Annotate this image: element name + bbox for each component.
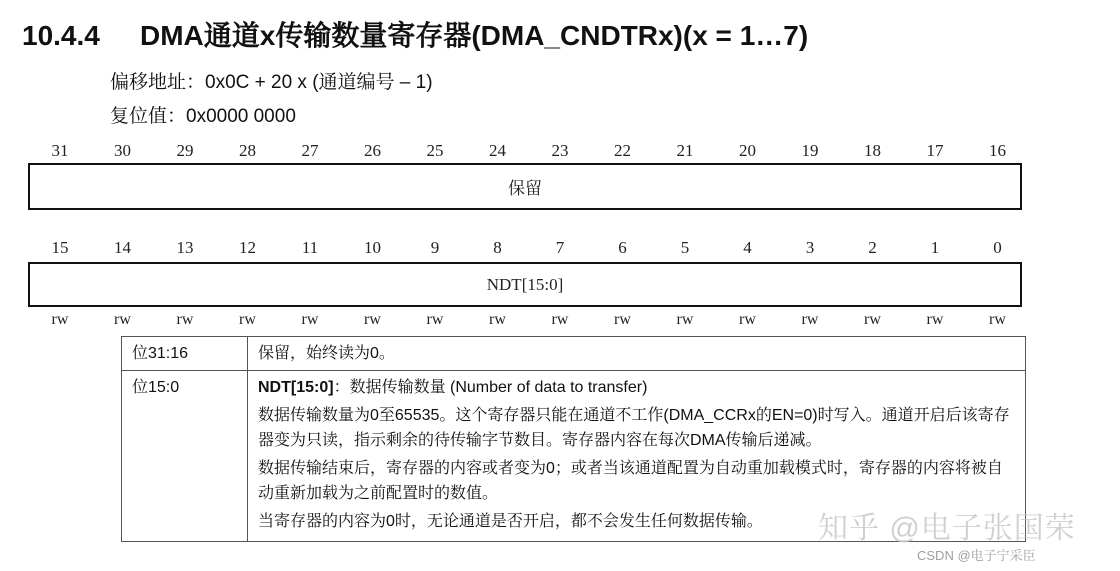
bit-number: 14 — [114, 238, 131, 257]
bit-number: 18 — [864, 141, 881, 160]
bit-number: 5 — [680, 238, 690, 257]
bit-number: 28 — [239, 141, 256, 160]
access-type: rw — [739, 311, 756, 328]
access-type: rw — [489, 311, 506, 328]
reserved-field — [28, 163, 1022, 210]
access-type: rw — [114, 311, 131, 328]
field-heading — [258, 375, 1015, 400]
bit-number: 22 — [614, 141, 631, 160]
bit-number: 31 — [51, 141, 69, 160]
access-type: rw — [989, 311, 1006, 328]
low-bit-numbers — [28, 238, 1024, 260]
bit-number: 30 — [114, 141, 131, 160]
bit-number: 23 — [551, 141, 569, 160]
bit-number: 27 — [301, 141, 319, 160]
access-type: rw — [51, 311, 69, 328]
zhihu-watermark: 知乎 @电子张国荣 — [818, 512, 1076, 545]
access-type: rw — [301, 311, 319, 328]
bit-range-cell: 位15:0 — [122, 371, 248, 542]
ndt-field-label: NDT[15:0] — [486, 274, 564, 294]
bit-number: 26 — [364, 141, 381, 160]
description-paragraph: 数据传输结束后，寄存器的内容或者变为0；或者当该通道配置为自动重加载模式时，寄存器的内容将被自动重新加载为之前配置时的数值。 — [258, 460, 1003, 502]
bit-number: 21 — [676, 141, 694, 160]
section-number: 10.4.4 — [22, 20, 100, 51]
access-type: rw — [676, 311, 694, 328]
access-type: rw — [926, 311, 944, 328]
access-type: rw — [239, 311, 256, 328]
offset-address: 偏移地址：0x0C + 20 x (通道编号 – 1) — [110, 72, 433, 93]
table-row — [122, 337, 1026, 371]
section-title: DMA通道x传输数量寄存器(DMA_CNDTRx)(x = 1…7) — [140, 20, 809, 51]
access-type: rw — [614, 311, 631, 328]
access-type: rw — [864, 311, 881, 328]
field-summary: ：数据传输数量 (Number of data to transfer) — [333, 379, 648, 396]
bit-number: 29 — [176, 141, 194, 160]
access-type: rw — [176, 311, 194, 328]
bit-number: 19 — [801, 141, 819, 160]
bit-number: 11 — [301, 238, 319, 257]
bit-number: 24 — [489, 141, 506, 160]
csdn-watermark: CSDN @电子宁采臣 — [917, 548, 1036, 563]
bit-number: 16 — [989, 141, 1006, 160]
bit-number: 9 — [430, 238, 440, 257]
section-heading — [22, 14, 808, 54]
bit-number: 13 — [176, 238, 194, 257]
bit-number: 25 — [426, 141, 444, 160]
field-name: NDT[15:0] — [258, 379, 334, 396]
reset-value: 复位值：0x0000 0000 — [110, 106, 296, 127]
high-bit-numbers — [28, 141, 1024, 163]
bit-number: 7 — [555, 238, 565, 257]
ndt-field — [28, 262, 1022, 307]
bit-number: 20 — [739, 141, 756, 160]
bit-number: 8 — [493, 238, 502, 257]
bit-number: 10 — [364, 238, 381, 257]
bit-number: 6 — [618, 238, 627, 257]
access-type: rw — [364, 311, 381, 328]
bit-number: 4 — [743, 238, 752, 257]
bit-number: 1 — [930, 238, 940, 257]
access-type: rw — [551, 311, 569, 328]
bit-range-cell: 位31:16 — [122, 337, 248, 371]
access-type: rw — [426, 311, 444, 328]
bit-number: 12 — [239, 238, 256, 257]
bit-number: 3 — [805, 238, 815, 257]
description-cell: 保留，始终读为0。 — [248, 337, 1026, 371]
bit-number: 0 — [993, 238, 1002, 257]
bit-number: 17 — [926, 141, 944, 160]
access-type: rw — [801, 311, 819, 328]
bit-number: 2 — [868, 238, 877, 257]
description-paragraph: 数据传输数量为0至65535。这个寄存器只能在通道不工作(DMA_CCRx的EN=0)时写入。通道开启后该寄存器变为只读，指示剩余的待传输字节数目。寄存器内容在每次DMA传输后递减。 — [258, 407, 1010, 449]
bit-number: 15 — [51, 238, 69, 257]
access-row — [28, 311, 1024, 333]
reserved-field-label: 保留 — [508, 179, 542, 198]
description-paragraph: 当寄存器的内容为0时，无论通道是否开启，都不会发生任何数据传输。 — [258, 513, 763, 530]
